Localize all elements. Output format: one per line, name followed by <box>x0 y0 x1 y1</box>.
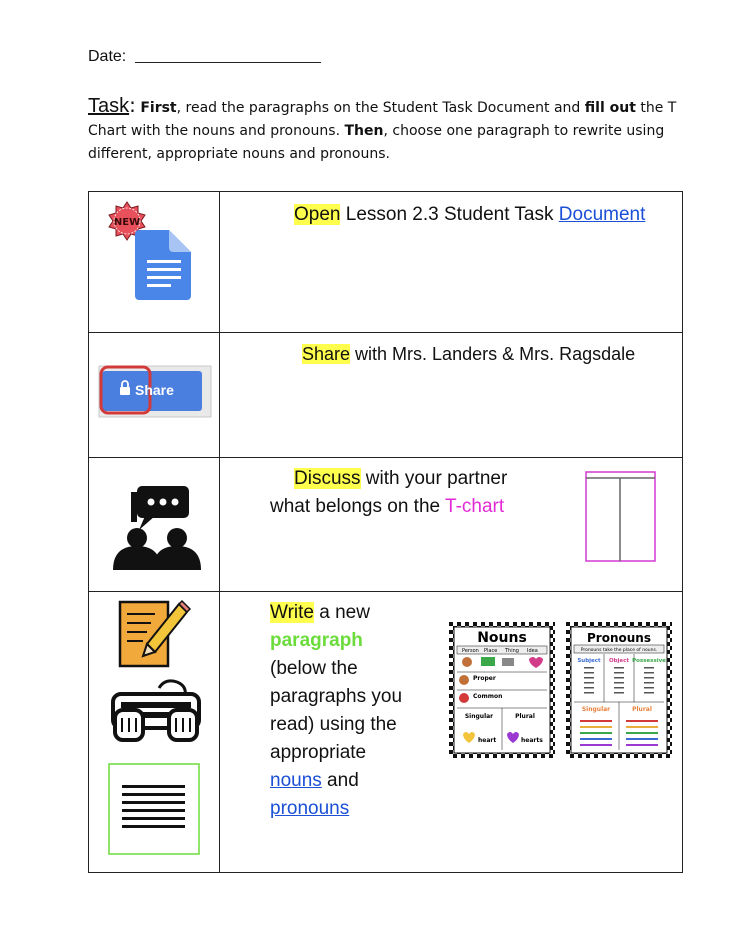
share-text-cell <box>220 333 683 458</box>
task-text-3: , choose one paragraph to rewrite using different, appropriate nouns and pronouns. <box>88 123 665 162</box>
share-button-label: Share <box>135 382 174 398</box>
keyboard-typing-icon <box>113 681 199 740</box>
nouns-hearts: hearts <box>521 737 543 744</box>
task-then: Then <box>344 123 384 139</box>
open-text-cell <box>220 192 683 333</box>
nouns-col-thing: Thing <box>505 648 519 654</box>
new-badge-text: NEW <box>113 217 141 228</box>
write-icons <box>89 592 219 867</box>
open-icon-cell <box>89 192 220 333</box>
nouns-singular: Singular <box>464 713 494 720</box>
share-text: with Mrs. Landers & Mrs. Ragsdale <box>350 344 636 364</box>
discuss-instruction <box>270 465 570 521</box>
pronouns-link[interactable]: pronouns <box>270 798 350 819</box>
nouns-heart: heart <box>478 737 497 744</box>
task-instructions <box>88 94 688 166</box>
discuss-icon-cell <box>89 458 220 592</box>
row-open <box>89 192 683 333</box>
open-verb: Open <box>294 204 341 225</box>
google-docs-icon <box>89 192 219 327</box>
pronouns-singular: Singular <box>581 706 611 713</box>
notepad-pencil-icon <box>120 601 190 666</box>
task-text-1: , read the paragraphs on the Student Task Document and <box>176 100 585 116</box>
tchart-word: T-chart <box>445 496 505 517</box>
nouns-poster <box>449 622 555 758</box>
discuss-verb: Discuss <box>294 468 361 489</box>
nouns-common: Common <box>473 693 503 700</box>
discuss-text-2: what belongs on the <box>270 496 446 517</box>
pronouns-plural: Plural <box>632 706 652 713</box>
pronouns-col-object: Object <box>608 658 630 664</box>
open-text: Lesson 2.3 Student Task <box>340 204 559 225</box>
write-text-2: (below the paragraphs you read) using the appropriate <box>270 658 403 763</box>
write-and: and <box>321 770 359 791</box>
discussion-people-icon <box>89 458 219 586</box>
row-share <box>89 333 683 458</box>
task-first: First <box>140 100 177 116</box>
nouns-link[interactable]: nouns <box>270 770 322 791</box>
task-text-2: the T Chart with the nouns and pronouns. <box>88 100 677 139</box>
write-verb: Write <box>270 602 314 623</box>
row-discuss <box>89 458 683 592</box>
task-fill-out: fill out <box>584 100 636 116</box>
pronouns-subtitle: Pronouns take the place of nouns. <box>580 648 658 653</box>
pronouns-col-possessive: Possessive <box>632 658 666 664</box>
nouns-proper: Proper <box>473 675 496 682</box>
share-icon-cell <box>89 333 220 458</box>
discuss-text-cell <box>220 458 683 592</box>
share-verb: Share <box>302 344 351 364</box>
task-label: Task <box>88 95 130 117</box>
tchart-icon <box>585 471 657 563</box>
pronouns-poster <box>566 622 672 758</box>
open-instruction <box>294 201 645 229</box>
document-link[interactable]: Document <box>558 204 646 225</box>
write-text-1: a new <box>313 602 370 623</box>
nouns-poster-title: Nouns <box>477 630 527 646</box>
nouns-col-place: Place <box>484 648 498 654</box>
date-line <box>88 48 321 66</box>
paragraph-word: paragraph <box>270 630 363 651</box>
share-button-icon <box>89 333 219 452</box>
nouns-col-person: Person <box>462 648 479 654</box>
write-instruction <box>270 599 435 823</box>
nouns-col-idea: Idea <box>527 648 538 654</box>
row-write <box>89 592 683 873</box>
pronouns-poster-title: Pronouns <box>587 631 651 645</box>
pronouns-col-subject: Subject <box>577 658 601 664</box>
write-text-cell <box>220 592 683 873</box>
date-label: Date: <box>88 48 127 65</box>
write-icon-cell <box>89 592 220 873</box>
discuss-text-1: with your partner <box>360 468 508 489</box>
nouns-plural: Plural <box>515 713 535 720</box>
task-table <box>88 191 683 873</box>
task-colon: : <box>129 93 136 117</box>
share-instruction <box>302 340 635 368</box>
date-blank[interactable] <box>135 48 321 63</box>
text-lines-icon <box>109 764 199 854</box>
